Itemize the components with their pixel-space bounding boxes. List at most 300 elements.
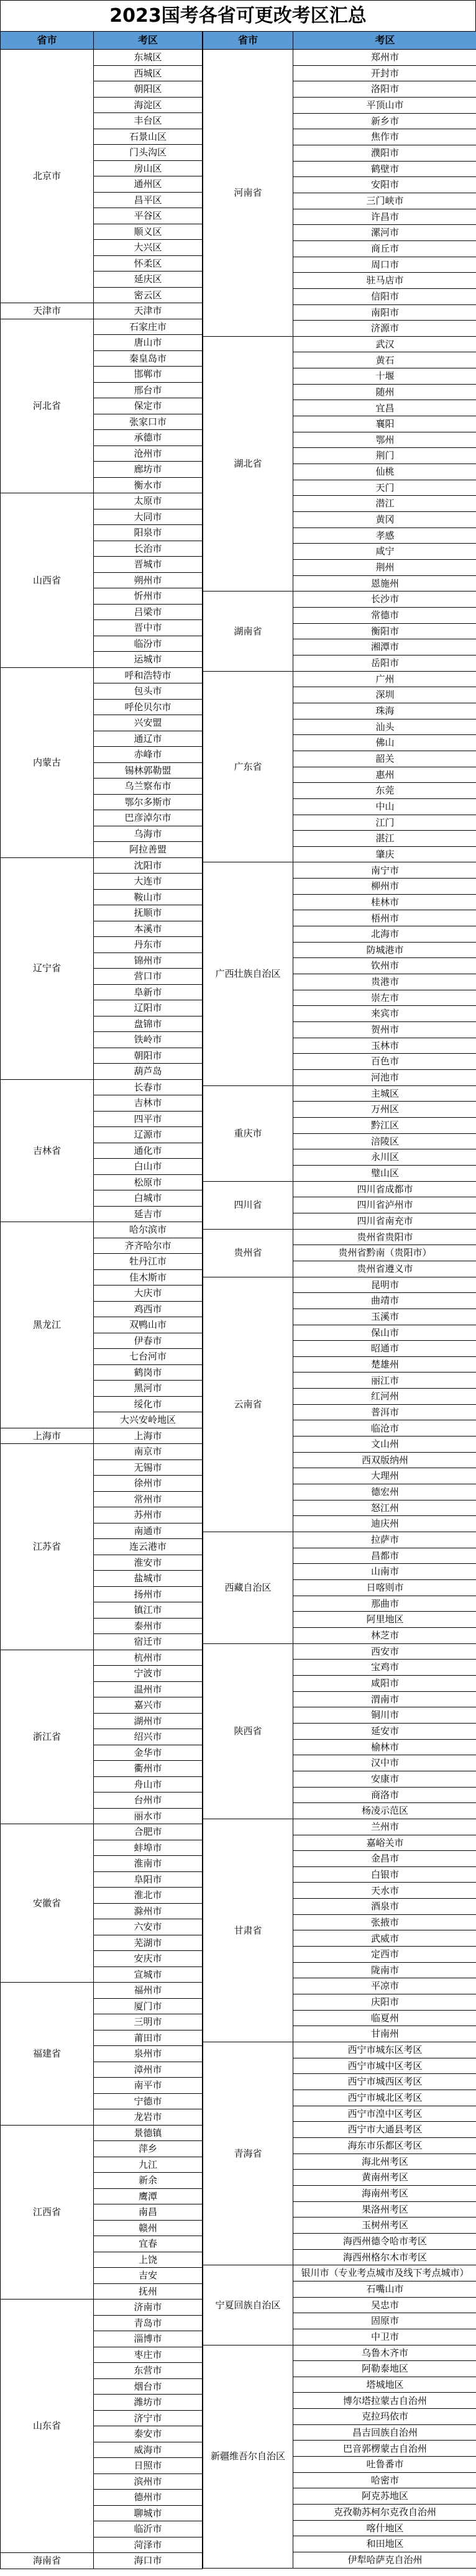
area-cell: 厦门市	[94, 1998, 203, 2014]
area-cell: 西城区	[94, 65, 203, 81]
area-cell: 宝鸡市	[293, 1660, 476, 1676]
header-province: 省市	[203, 32, 293, 50]
area-cell: 南京市	[94, 1444, 203, 1460]
area-cell: 天水市	[293, 1883, 476, 1899]
province-cell: 重庆市	[203, 1085, 293, 1181]
area-cell: 延庆区	[94, 272, 203, 288]
province-cell: 湖北省	[203, 336, 293, 591]
area-cell: 荆门	[293, 448, 476, 464]
area-cell: 贵州省黔南（贵阳市）	[293, 1245, 476, 1261]
area-cell: 绥化市	[94, 1396, 203, 1412]
area-cell: 通辽市	[94, 731, 203, 747]
area-cell: 汕头	[293, 719, 476, 735]
area-cell: 宿迁市	[94, 1634, 203, 1650]
table-row	[1, 50, 203, 66]
area-cell: 常德市	[293, 607, 476, 623]
province-cell: 西藏自治区	[203, 1532, 293, 1644]
area-cell: 金华市	[94, 1745, 203, 1761]
header-row	[1, 32, 203, 50]
area-cell: 嘉兴市	[94, 1697, 203, 1714]
area-cell: 江门	[293, 815, 476, 831]
area-cell: 西宁市城东区考区	[293, 2042, 476, 2058]
header-area: 考区	[293, 32, 476, 50]
area-cell: 汉中市	[293, 1755, 476, 1771]
table-row	[1, 1983, 203, 1999]
area-cell: 龙岩市	[94, 2109, 203, 2126]
area-cell: 文山州	[293, 1436, 476, 1453]
header-area: 考区	[94, 32, 203, 50]
area-cell: 鹤岗市	[94, 1364, 203, 1381]
area-cell: 上饶	[94, 2252, 203, 2268]
area-cell: 武威市	[293, 1930, 476, 1947]
area-cell: 南宁市	[293, 862, 476, 879]
area-cell: 南昌	[94, 2204, 203, 2221]
area-cell: 漳州市	[94, 2062, 203, 2078]
area-cell: 吉林市	[94, 1095, 203, 1112]
province-cell: 浙江省	[1, 1650, 94, 1824]
area-cell: 克孜勒苏柯尔克孜自治州	[293, 2505, 476, 2521]
area-cell: 泉州市	[94, 2046, 203, 2062]
area-cell: 西宁市城中区考区	[293, 2058, 476, 2074]
area-cell: 天门	[293, 480, 476, 496]
area-cell: 昌平区	[94, 192, 203, 208]
area-cell: 青岛市	[94, 2315, 203, 2331]
area-cell: 长治市	[94, 541, 203, 557]
area-cell: 丹东市	[94, 937, 203, 953]
area-cell: 贵州省遵义市	[293, 1261, 476, 1277]
area-cell: 朝阳区	[94, 81, 203, 98]
area-cell: 石家庄市	[94, 319, 203, 335]
area-cell: 大兴安岭地区	[94, 1412, 203, 1428]
area-cell: 东莞	[293, 783, 476, 799]
left-table-body	[1, 50, 203, 2569]
table-row	[203, 336, 476, 352]
area-cell: 林芝市	[293, 1627, 476, 1643]
area-cell: 日喀则市	[293, 1580, 476, 1596]
area-cell: 赤峰市	[94, 747, 203, 763]
table-row	[1, 319, 203, 335]
area-cell: 平谷区	[94, 208, 203, 224]
area-cell: 芜湖市	[94, 1935, 203, 1951]
area-cell: 德州市	[94, 2490, 203, 2506]
exam-area-table	[0, 31, 476, 2576]
area-cell: 哈尔滨市	[94, 1222, 203, 1238]
area-cell: 石景山区	[94, 129, 203, 145]
area-cell: 延安市	[293, 1723, 476, 1739]
area-cell: 主城区	[293, 1085, 476, 1102]
area-cell: 无锡市	[94, 1459, 203, 1476]
area-cell: 上海市	[94, 1428, 203, 1444]
area-cell: 西宁市大通县考区	[293, 2122, 476, 2138]
area-cell: 牡丹江市	[94, 1254, 203, 1270]
area-cell: 渭南市	[293, 1691, 476, 1707]
area-cell: 榆林市	[293, 1739, 476, 1755]
area-cell: 丽江市	[293, 1372, 476, 1389]
province-cell: 上海市	[1, 1428, 94, 1444]
province-cell: 天津市	[1, 303, 94, 319]
area-cell: 临沂市	[94, 2521, 203, 2537]
area-cell: 抚顺市	[94, 905, 203, 921]
area-cell: 密云区	[94, 287, 203, 303]
area-cell: 潜江	[293, 496, 476, 512]
area-cell: 随州	[293, 384, 476, 400]
area-cell: 齐齐哈尔市	[94, 1238, 203, 1254]
area-cell: 昌吉回族自治州	[293, 2424, 476, 2441]
table-row	[203, 862, 476, 879]
area-cell: 盘锦市	[94, 1016, 203, 1032]
area-cell: 博尔塔拉蒙古自治州	[293, 2393, 476, 2409]
area-cell: 湖州市	[94, 1713, 203, 1729]
area-cell: 定西市	[293, 1947, 476, 1963]
table-row	[203, 671, 476, 687]
area-cell: 邢台市	[94, 382, 203, 398]
area-cell: 玉树州考区	[293, 2217, 476, 2234]
area-cell: 巴彦淖尔市	[94, 810, 203, 826]
area-cell: 安康市	[293, 1771, 476, 1787]
area-cell: 长春市	[94, 1079, 203, 1095]
area-cell: 岳阳市	[293, 655, 476, 671]
province-cell: 辽宁省	[1, 857, 94, 1079]
area-cell: 玉溪市	[293, 1309, 476, 1325]
right-table	[203, 31, 476, 2569]
area-cell: 许昌市	[293, 209, 476, 225]
area-cell: 海淀区	[94, 97, 203, 113]
area-cell: 兴安盟	[94, 715, 203, 731]
area-cell: 银川市（专业考点城市及线下考点城市）	[293, 2265, 476, 2281]
province-cell: 陕西省	[203, 1643, 293, 1819]
area-cell: 丽水市	[94, 1808, 203, 1824]
province-cell: 河南省	[203, 50, 293, 337]
table-row	[203, 1532, 476, 1548]
area-cell: 桂林市	[293, 894, 476, 910]
area-cell: 沈阳市	[94, 857, 203, 874]
area-cell: 衡水市	[94, 477, 203, 493]
area-cell: 松原市	[94, 1174, 203, 1190]
province-cell: 青海省	[203, 2042, 293, 2265]
table-row	[203, 591, 476, 608]
area-cell: 拉萨市	[293, 1532, 476, 1548]
area-cell: 辽阳市	[94, 1000, 203, 1016]
area-cell: 濮阳市	[293, 145, 476, 161]
area-cell: 东城区	[94, 50, 203, 66]
area-cell: 南阳市	[293, 304, 476, 321]
area-cell: 张家口市	[94, 414, 203, 430]
table-row	[1, 857, 203, 874]
area-cell: 晋中市	[94, 620, 203, 636]
area-cell: 济源市	[293, 321, 476, 337]
area-cell: 枣庄市	[94, 2347, 203, 2363]
area-cell: 佛山	[293, 735, 476, 751]
area-cell: 泰安市	[94, 2426, 203, 2442]
table-row	[1, 1650, 203, 1666]
area-cell: 宜春	[94, 2236, 203, 2252]
area-cell: 珠海	[293, 703, 476, 719]
area-cell: 鄂州	[293, 432, 476, 448]
table-row	[1, 667, 203, 683]
area-cell: 河池市	[293, 1070, 476, 1086]
left-table	[0, 31, 203, 2569]
area-cell: 德宏州	[293, 1484, 476, 1500]
area-cell: 吕梁市	[94, 604, 203, 620]
area-cell: 和田地区	[293, 2536, 476, 2552]
area-cell: 东营市	[94, 2363, 203, 2379]
area-cell: 连云港市	[94, 1539, 203, 1555]
province-cell: 云南省	[203, 1277, 293, 1532]
table-row	[1, 303, 203, 319]
area-cell: 山南市	[293, 1564, 476, 1580]
area-cell: 淮安市	[94, 1555, 203, 1571]
area-cell: 百色市	[293, 1054, 476, 1070]
area-cell: 天津市	[94, 303, 203, 319]
area-cell: 那曲市	[293, 1596, 476, 1612]
area-cell: 鸡西市	[94, 1301, 203, 1317]
area-cell: 烟台市	[94, 2378, 203, 2395]
area-cell: 四平市	[94, 1111, 203, 1127]
area-cell: 阿勒泰地区	[293, 2361, 476, 2377]
area-cell: 通化市	[94, 1143, 203, 1159]
area-cell: 临汾市	[94, 636, 203, 652]
area-cell: 通州区	[94, 176, 203, 193]
area-cell: 乌海市	[94, 826, 203, 842]
province-cell: 新疆维吾尔自治区	[203, 2345, 293, 2568]
area-cell: 海西州德令哈市考区	[293, 2233, 476, 2249]
area-cell: 淮北市	[94, 1888, 203, 1904]
area-cell: 喀什地区	[293, 2520, 476, 2536]
province-cell: 福建省	[1, 1983, 94, 2126]
area-cell: 北海市	[293, 926, 476, 943]
area-cell: 吐鲁番市	[293, 2457, 476, 2473]
table-row	[1, 1444, 203, 1460]
area-cell: 防城港市	[293, 942, 476, 958]
area-cell: 长沙市	[293, 591, 476, 608]
area-cell: 聊城市	[94, 2505, 203, 2521]
table-row	[1, 2125, 203, 2141]
area-cell: 六安市	[94, 1919, 203, 1935]
area-cell: 璧山区	[293, 1165, 476, 1181]
area-cell: 济宁市	[94, 2410, 203, 2426]
table-row	[203, 1643, 476, 1660]
area-cell: 伊春市	[94, 1333, 203, 1349]
area-cell: 阿拉善盟	[94, 842, 203, 858]
area-cell: 南平市	[94, 2078, 203, 2094]
area-cell: 漯河市	[293, 225, 476, 241]
area-cell: 昆明市	[293, 1277, 476, 1293]
table-row	[203, 2345, 476, 2361]
area-cell: 抚州	[94, 2283, 203, 2300]
area-cell: 阿里地区	[293, 1612, 476, 1628]
area-cell: 阜新市	[94, 984, 203, 1000]
province-cell: 山东省	[1, 2300, 94, 2553]
area-cell: 惠州	[293, 767, 476, 783]
area-cell: 扬州市	[94, 1586, 203, 1602]
area-cell: 平凉市	[293, 1978, 476, 1994]
province-cell: 内蒙古	[1, 667, 94, 857]
area-cell: 三门峡市	[293, 193, 476, 209]
area-cell: 永川区	[293, 1149, 476, 1166]
table-row	[203, 1181, 476, 1197]
area-cell: 临夏州	[293, 2010, 476, 2026]
area-cell: 苏州市	[94, 1507, 203, 1523]
area-cell: 钦州市	[293, 958, 476, 974]
province-cell: 江西省	[1, 2125, 94, 2300]
area-cell: 蚌埠市	[94, 1840, 203, 1856]
area-cell: 太原市	[94, 493, 203, 509]
area-cell: 吉安	[94, 2268, 203, 2284]
area-cell: 柳州市	[293, 879, 476, 895]
table-row	[1, 1824, 203, 1840]
area-cell: 泰州市	[94, 1618, 203, 1634]
area-cell: 九江	[94, 2157, 203, 2173]
area-cell: 伊犁哈萨克自治州	[293, 2552, 476, 2569]
area-cell: 甘南州	[293, 2026, 476, 2042]
area-cell: 来宾市	[293, 1006, 476, 1022]
area-cell: 贵州省贵阳市	[293, 1229, 476, 1245]
area-cell: 本溪市	[94, 921, 203, 937]
area-cell: 景德镇	[94, 2125, 203, 2141]
area-cell: 咸阳市	[293, 1675, 476, 1691]
area-cell: 曲靖市	[293, 1293, 476, 1309]
area-cell: 保定市	[94, 398, 203, 414]
area-cell: 邯郸市	[94, 367, 203, 383]
area-cell: 房山区	[94, 160, 203, 176]
area-cell: 吴忠市	[293, 2297, 476, 2313]
area-cell: 衡阳市	[293, 623, 476, 639]
area-cell: 仙桃	[293, 464, 476, 480]
area-cell: 佳木斯市	[94, 1269, 203, 1286]
area-cell: 平顶山市	[293, 97, 476, 113]
area-cell: 普洱市	[293, 1404, 476, 1420]
area-cell: 韶关	[293, 751, 476, 767]
area-cell: 盐城市	[94, 1571, 203, 1587]
area-cell: 金昌市	[293, 1851, 476, 1867]
area-cell: 鹤壁市	[293, 161, 476, 177]
area-cell: 西宁市湟中区考区	[293, 2106, 476, 2122]
area-cell: 承德市	[94, 430, 203, 446]
area-cell: 白银市	[293, 1866, 476, 1883]
area-cell: 万州区	[293, 1102, 476, 1118]
area-cell: 张掖市	[293, 1914, 476, 1930]
area-cell: 大同市	[94, 509, 203, 525]
area-cell: 晋城市	[94, 557, 203, 573]
area-cell: 延吉市	[94, 1206, 203, 1222]
table-row	[203, 1819, 476, 1835]
area-cell: 海东市乐都区考区	[293, 2137, 476, 2154]
area-cell: 温州市	[94, 1681, 203, 1697]
area-cell: 驻马店市	[293, 273, 476, 289]
area-cell: 固原市	[293, 2313, 476, 2329]
area-cell: 合肥市	[94, 1824, 203, 1840]
area-cell: 葫芦岛	[94, 1064, 203, 1080]
area-cell: 襄阳	[293, 416, 476, 432]
area-cell: 鄂尔多斯市	[94, 794, 203, 810]
area-cell: 湘潭市	[293, 639, 476, 655]
area-cell: 四川省成都市	[293, 1181, 476, 1197]
area-cell: 廊坊市	[94, 462, 203, 478]
area-cell: 庆阳市	[293, 1994, 476, 2011]
area-cell: 郑州市	[293, 50, 476, 66]
area-cell: 保山市	[293, 1325, 476, 1341]
province-cell: 四川省	[203, 1181, 293, 1229]
province-cell: 贵州省	[203, 1229, 293, 1277]
area-cell: 日照市	[94, 2458, 203, 2474]
table-row	[1, 1222, 203, 1238]
province-cell: 海南省	[1, 2553, 94, 2569]
area-cell: 大兴区	[94, 240, 203, 256]
area-cell: 海南州考区	[293, 2185, 476, 2201]
area-cell: 门头沟区	[94, 145, 203, 161]
province-cell: 江苏省	[1, 1444, 94, 1650]
area-cell: 秦皇岛市	[94, 350, 203, 367]
area-cell: 三明市	[94, 2014, 203, 2030]
area-cell: 铁岭市	[94, 1032, 203, 1048]
province-cell: 甘肃省	[203, 1819, 293, 2042]
area-cell: 阜阳市	[94, 1871, 203, 1888]
area-cell: 海西州格尔木市考区	[293, 2249, 476, 2265]
area-cell: 新乡市	[293, 113, 476, 129]
area-cell: 滁州市	[94, 1903, 203, 1919]
area-cell: 四川省南充市	[293, 1213, 476, 1229]
header-province: 省市	[1, 32, 94, 50]
province-cell: 宁夏回族自治区	[203, 2265, 293, 2345]
area-cell: 沧州市	[94, 445, 203, 462]
area-cell: 广州	[293, 671, 476, 687]
area-cell: 海北州考区	[293, 2154, 476, 2170]
area-cell: 绍兴市	[94, 1729, 203, 1745]
area-cell: 朝阳市	[94, 1048, 203, 1064]
table-row	[1, 493, 203, 509]
area-cell: 朔州市	[94, 572, 203, 588]
area-cell: 西宁市城北区考区	[293, 2090, 476, 2106]
area-cell: 淮南市	[94, 1856, 203, 1872]
area-cell: 锡林郭勒盟	[94, 762, 203, 779]
area-cell: 红河州	[293, 1389, 476, 1405]
area-cell: 巴音郭楞蒙古自治州	[293, 2441, 476, 2457]
area-cell: 赣州	[94, 2220, 203, 2236]
header-row	[203, 32, 476, 50]
province-cell: 北京市	[1, 50, 94, 303]
area-cell: 衢州市	[94, 1761, 203, 1777]
area-cell: 黔江区	[293, 1117, 476, 1133]
province-cell: 安徽省	[1, 1824, 94, 1983]
area-cell: 黄南州考区	[293, 2170, 476, 2186]
area-cell: 咸宁	[293, 544, 476, 560]
area-cell: 南通市	[94, 1523, 203, 1539]
area-cell: 梧州市	[293, 910, 476, 926]
area-cell: 呼伦贝尔市	[94, 699, 203, 715]
area-cell: 哈密市	[293, 2472, 476, 2488]
area-cell: 济南市	[94, 2300, 203, 2316]
area-cell: 陇南市	[293, 1962, 476, 1978]
area-cell: 鞍山市	[94, 889, 203, 905]
province-cell: 湖南省	[203, 591, 293, 671]
area-cell: 新余	[94, 2173, 203, 2189]
table-row	[203, 2042, 476, 2058]
table-row	[203, 1229, 476, 1245]
area-cell: 鹰潭	[94, 2188, 203, 2204]
area-cell: 黄石	[293, 352, 476, 368]
area-cell: 丰台区	[94, 113, 203, 129]
area-cell: 莆田市	[94, 2030, 203, 2046]
area-cell: 克拉玛依市	[293, 2409, 476, 2425]
area-cell: 菏泽市	[94, 2537, 203, 2553]
area-cell: 白城市	[94, 1190, 203, 1207]
area-cell: 营口市	[94, 969, 203, 985]
area-cell: 怀柔区	[94, 255, 203, 272]
area-cell: 杨凌示范区	[293, 1803, 476, 1819]
area-cell: 周口市	[293, 257, 476, 273]
area-cell: 恩施州	[293, 575, 476, 591]
area-cell: 乌鲁木齐市	[293, 2345, 476, 2361]
